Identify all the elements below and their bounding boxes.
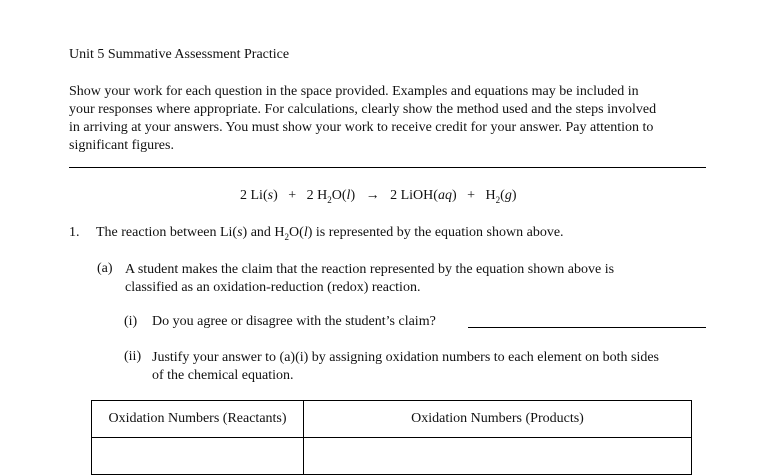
question-number: 1. bbox=[69, 225, 80, 240]
instructions-line: your responses where appropriate. For calculations, clearly show the method used and the steps involved bbox=[69, 102, 657, 117]
oxidation-numbers-table bbox=[91, 400, 692, 475]
part-a-text: A student makes the claim that the reaction represented by the equation shown above is classified as an oxidation-reduction (redox) reaction. bbox=[125, 262, 615, 295]
part-ii-label: (ii) bbox=[124, 349, 142, 364]
answer-blank-line[interactable] bbox=[468, 327, 706, 328]
chemical-equation: 2 Li(s) + 2 $H_2O(l)$ → 2 LiOH(aq) + $H_2(g)$ bbox=[240, 188, 517, 205]
horizontal-divider bbox=[69, 167, 706, 168]
part-i-label: (i) bbox=[124, 314, 138, 329]
table-row bbox=[92, 438, 692, 475]
table-header-products: Oxidation Numbers (Products) bbox=[304, 401, 692, 438]
part-i-text: Do you agree or disagree with the student’s claim? bbox=[152, 314, 436, 329]
table-header-reactants: Oxidation Numbers (Reactants) bbox=[92, 401, 304, 438]
reactants-answer-cell[interactable] bbox=[92, 438, 304, 475]
products-answer-cell[interactable] bbox=[304, 438, 692, 475]
instructions bbox=[69, 83, 729, 155]
part-a-label: (a) bbox=[97, 261, 113, 276]
question-text: The reaction between Li(s) and $H_2O(l)$ is represented by the equation shown above. bbox=[96, 225, 564, 242]
arrow-icon: → bbox=[365, 188, 380, 203]
instructions-line: significant figures. bbox=[69, 138, 174, 153]
table-header-row bbox=[92, 401, 692, 438]
page-title: Unit 5 Summative Assessment Practice bbox=[69, 47, 290, 62]
instructions-line: in arriving at your answers. You must show your work to receive credit for your answer. Pay attention to bbox=[69, 120, 654, 135]
instructions-line: Show your work for each question in the space provided. Examples and equations may be included in bbox=[69, 84, 639, 99]
part-ii-text: Justify your answer to (a)(i) by assigning oxidation numbers to each element on both sides of the chemical equation. bbox=[152, 350, 660, 383]
